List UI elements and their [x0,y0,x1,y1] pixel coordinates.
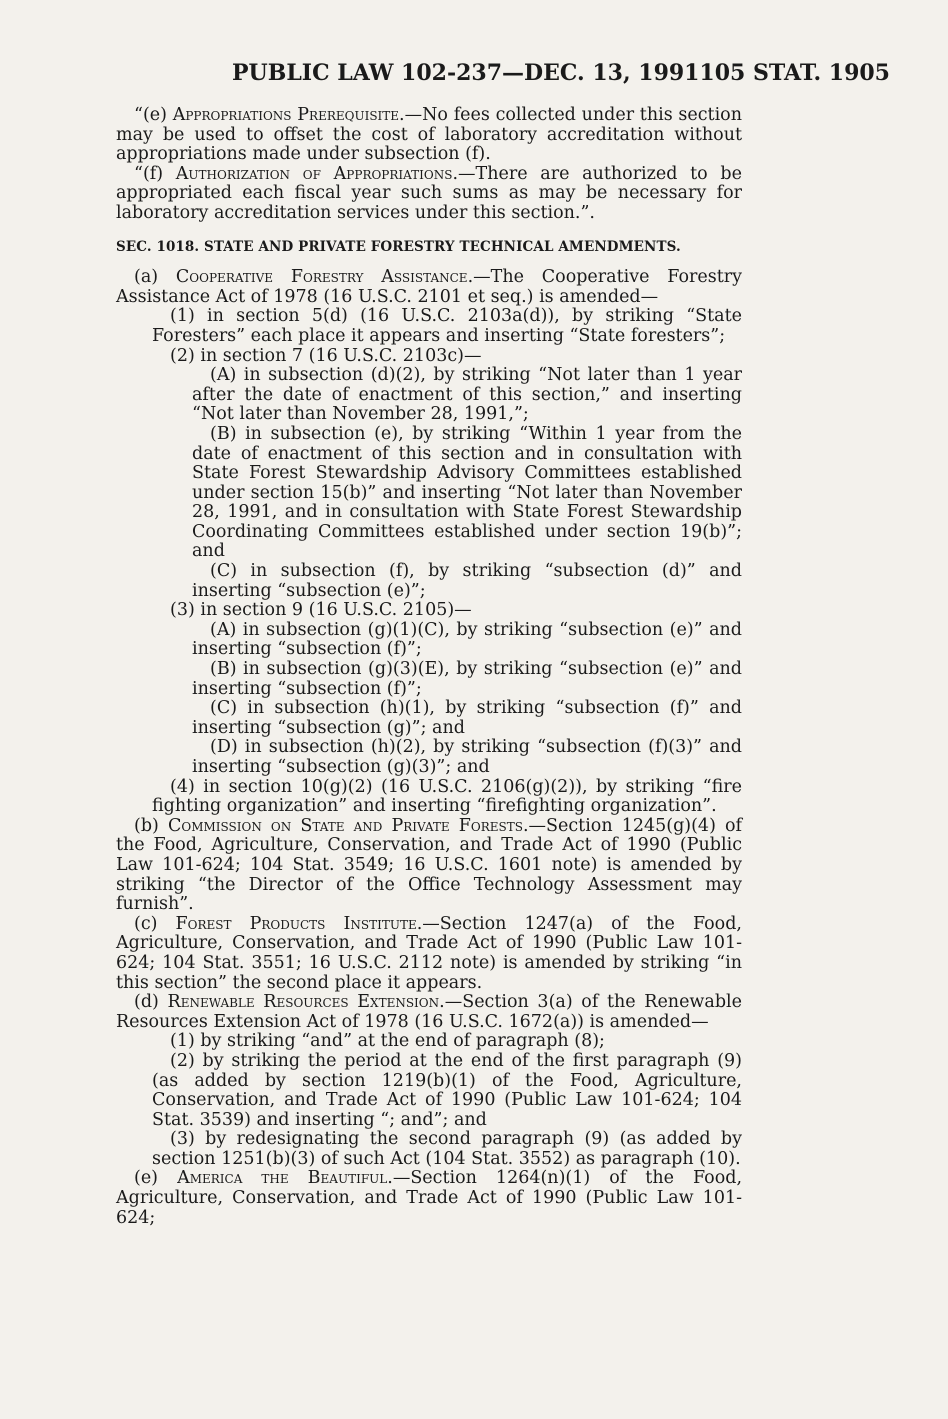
subparagraph-a3-C: (C) in subsection (h)(1), by striking “subsection (f)” and inserting “subsection (g)”; and [192,698,742,738]
paragraph-d3: (3) by redesignating the second paragraph (9) (as added by section 1251(b)(3) of such Act (104 Stat. 3552) as paragraph (10). [152,1129,742,1169]
header-title: PUBLIC LAW 102-237—DEC. 13, 1991 [232,60,700,86]
subsection-f-authorization [116,165,742,224]
subparagraph-a3-A: (A) in subsection (g)(1)(C), by striking “subsection (e)” and inserting “subsection (f)”; [192,619,742,660]
section-heading-1018: SEC. 1018. STATE AND PRIVATE FORESTRY TECHNICAL AMENDMENTS. [116,238,681,255]
paragraph-d2: (2) by striking the period at the end of the first paragraph (9) (as added by section 1219(b)(1) of the Food, Agriculture, Conservation, and Trade Act of 1990 (Public Law 101-624; 104 Stat. 3539) and inserting “; and”; and [152,1050,742,1130]
paragraph-text: .—Section 1245(g)(4) of the Food, Agriculture, Conservation, and Trade Act of 1990 (Public Law 101-624; 104 Stat. 3549; 16 U.S.C. 1601 note) is amended by striking “the Director of the Office Technology Assessment may furnish”. [116,815,743,915]
subsection-e-america-the-beautiful [116,1169,742,1228]
subparagraph-a3-B: (B) in subsection (g)(3)(E), by striking “subsection (e)” and inserting “subsection (f)”; [192,659,742,699]
paragraph-text: .—The Cooperative Forestry Assistance Act of 1978 (16 U.S.C. 2101 et seq.) is amended— [116,267,742,307]
subsection-b-commission [116,817,742,915]
header-stat-citation: 105 STAT. 1905 [699,60,890,86]
paragraph-lead: (d) [134,992,168,1013]
subsection-heading: Appropriations Prerequisite [172,105,400,125]
paragraph-lead: “(e) [134,105,173,125]
subsection-heading: Forest Products Institute [175,913,417,934]
subparagraph-a2-C: (C) in subsection (f), by striking “subsection (d)” and inserting “subsection (e)”; [192,561,742,601]
paragraph-lead: “(f) [134,163,176,184]
subsection-heading: Cooperative Forestry Assistance [175,267,468,288]
subsection-heading: Commission on State and Private Forests [167,815,523,836]
paragraph-a2: (2) in section 7 (16 U.S.C. 2103c)— [170,345,482,366]
subparagraph-a2-B: (B) in subsection (e), by striking “Within 1 year from the date of enactment of this section and in consultation with State Forest Stewardship Advisory Committees established under section 15(b)” and inserting “Not later than November 28, 1991, and in consultation with State Forest Stewardship Coordinating Committees established under section 19(b)”; and [192,423,742,562]
subparagraph-a2-A: (A) in subsection (d)(2), by striking “Not later than 1 year after the date of enactment of this section,” and inserting “Not later than November 28, 1991,”; [192,365,742,425]
subsection-heading: America the Beautiful [177,1168,388,1189]
paragraph-text: .—Section 1264(n)(1) of the Food, Agriculture, Conservation, and Trade Act of 1990 (Public Law 101-624; [116,1168,743,1228]
subparagraph-a3-D: (D) in subsection (h)(2), by striking “subsection (f)(3)” and inserting “subsection (g)(3)”; and [192,737,742,777]
subsection-a-cooperative-forestry [116,268,742,307]
subsection-c-forest-products [116,915,742,993]
paragraph-lead: (c) [134,913,176,934]
paragraph-text: .—Section 3(a) of the Renewable Resources Extension Act of 1978 (16 U.S.C. 1672(a)) is amended— [116,992,742,1032]
paragraph-text: .—Section 1247(a) of the Food, Agriculture, Conservation, and Trade Act of 1990 (Public Law 101-624; 104 Stat. 3551; 16 U.S.C. 2112 note) is amended by striking “in this section” the second place it appears. [116,913,742,993]
paragraph-a3: (3) in section 9 (16 U.S.C. 2105)— [170,600,472,621]
paragraph-d1: (1) by striking “and” at the end of paragraph (8); [170,1031,605,1052]
subsection-heading: Renewable Resources Extension [167,992,440,1013]
document-body [116,106,742,1228]
page-header [150,60,890,90]
subsection-d-renewable-resources [116,993,742,1032]
subsection-heading: Authorization of Appropriations [175,163,453,184]
paragraph-lead: (b) [134,815,168,836]
subsection-e-appropriations-prerequisite [116,106,742,165]
paragraph-text: .—There are authorized to be appropriated each fiscal year such sums as may be necessary for laboratory accreditation services under this section.”. [116,163,742,223]
paragraph-lead: (a) [134,267,176,288]
paragraph-a4: (4) in section 10(g)(2) (16 U.S.C. 2106(g)(2)), by striking “fire fighting organization” and inserting “firefighting organization”. [152,776,742,817]
paragraph-a1: (1) in section 5(d) (16 U.S.C. 2103a(d)), by striking “State Foresters” each place it appears and inserting “State foresters”; [152,306,742,346]
paragraph-text: .—No fees collected under this section may be used to offset the cost of laboratory accreditation without appropriations made under subsection (f). [116,105,742,165]
paragraph-lead: (e) [134,1168,178,1189]
